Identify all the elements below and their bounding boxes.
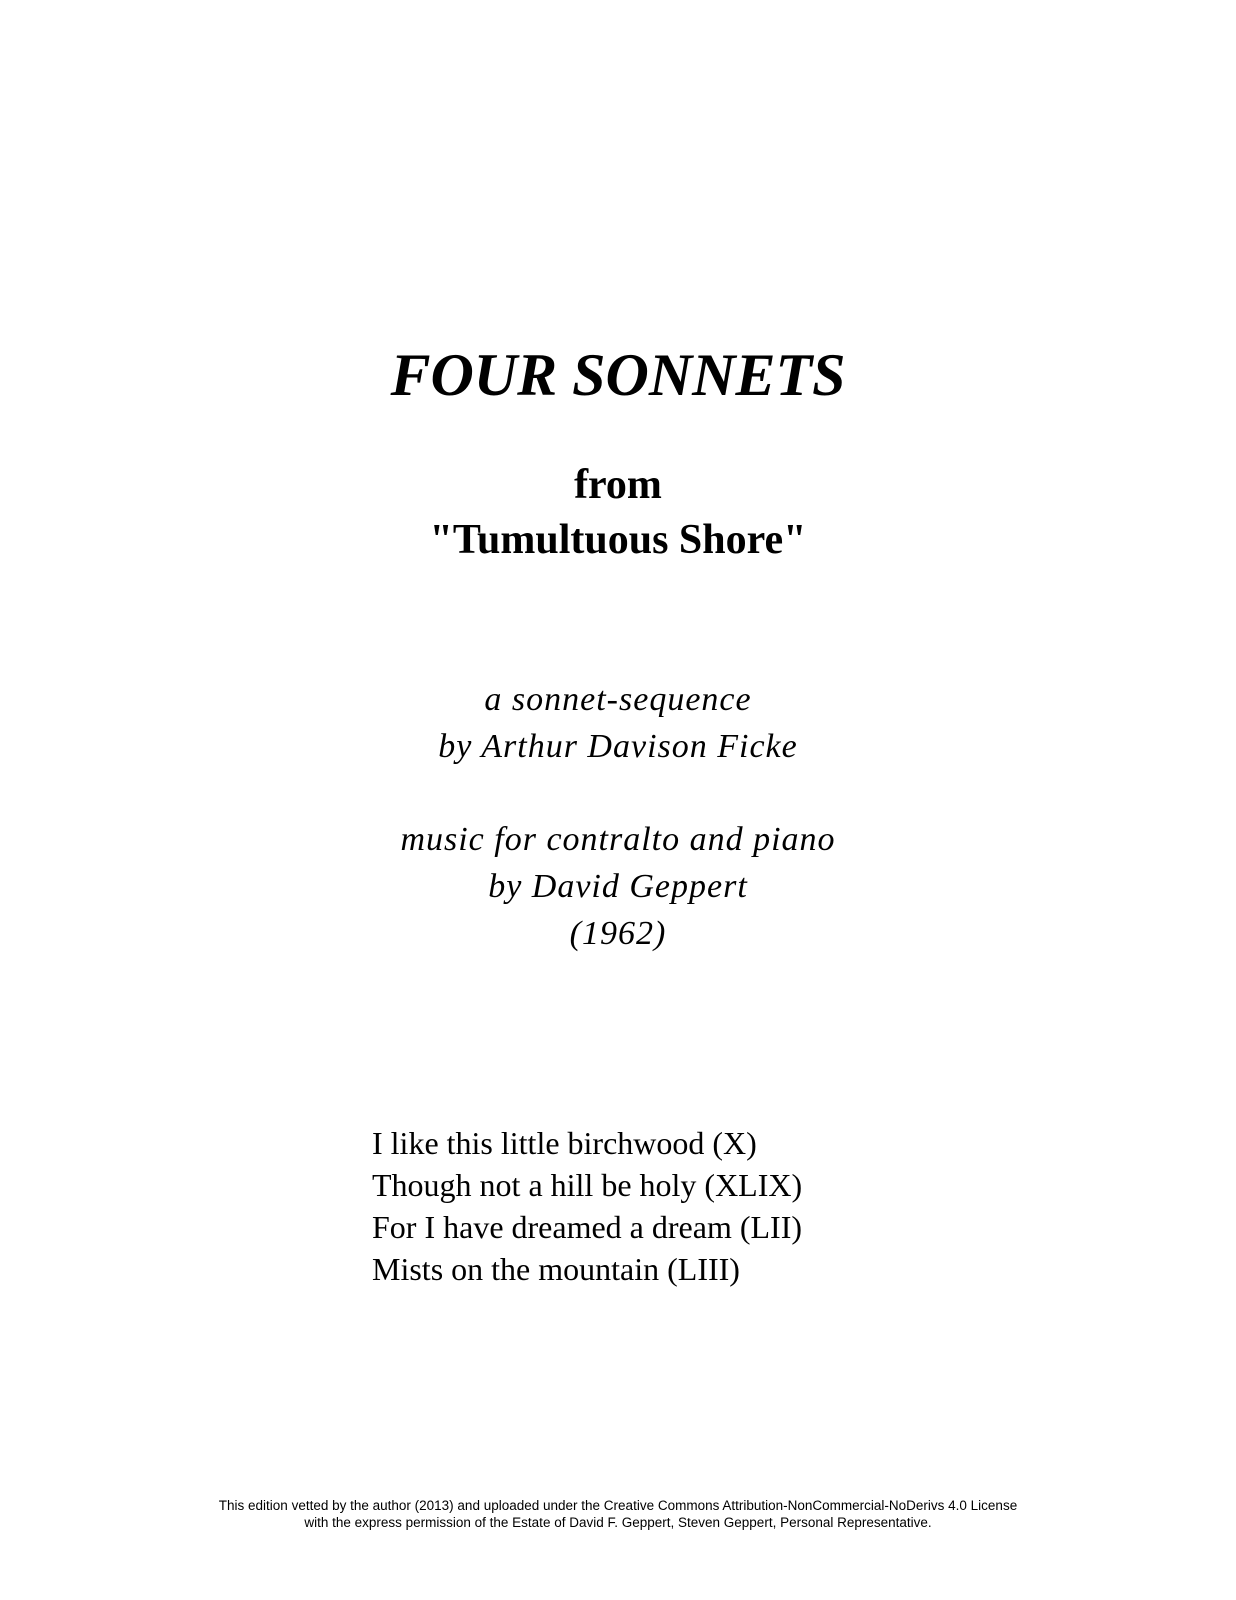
contents-item: For I have dreamed a dream (LII) — [372, 1209, 802, 1245]
instrumentation: music for contralto and piano — [400, 821, 836, 858]
composer-credit: by David Geppert — [488, 868, 748, 905]
license-line: This edition vetted by the author (2013) and uploaded under the Creative Commons Attribution-NonCommercial-NoDerivs 4.0 License — [218, 1498, 1018, 1513]
from-label: from — [574, 462, 662, 508]
page-title: FOUR SONNETS — [390, 342, 846, 408]
poet-credit: by Arthur Davison Ficke — [438, 728, 798, 765]
poem-credit — [0, 676, 1236, 770]
license-footer — [0, 1497, 1236, 1531]
permission-line: with the express permission of the Estate of David F. Geppert, Steven Geppert, Personal Representative. — [304, 1515, 932, 1530]
source-work-title: "Tumultuous Shore" — [429, 517, 807, 563]
source-block — [0, 458, 1236, 568]
contents-item: I like this little birchwood (X) — [372, 1125, 757, 1161]
contents-item: Though not a hill be holy (XLIX) — [372, 1167, 803, 1203]
composition-year: (1962) — [569, 915, 667, 952]
music-credit — [0, 816, 1236, 957]
contents-list — [372, 1122, 802, 1290]
poem-description: a sonnet-sequence — [484, 681, 752, 718]
contents-item: Mists on the mountain (LIII) — [372, 1251, 740, 1287]
